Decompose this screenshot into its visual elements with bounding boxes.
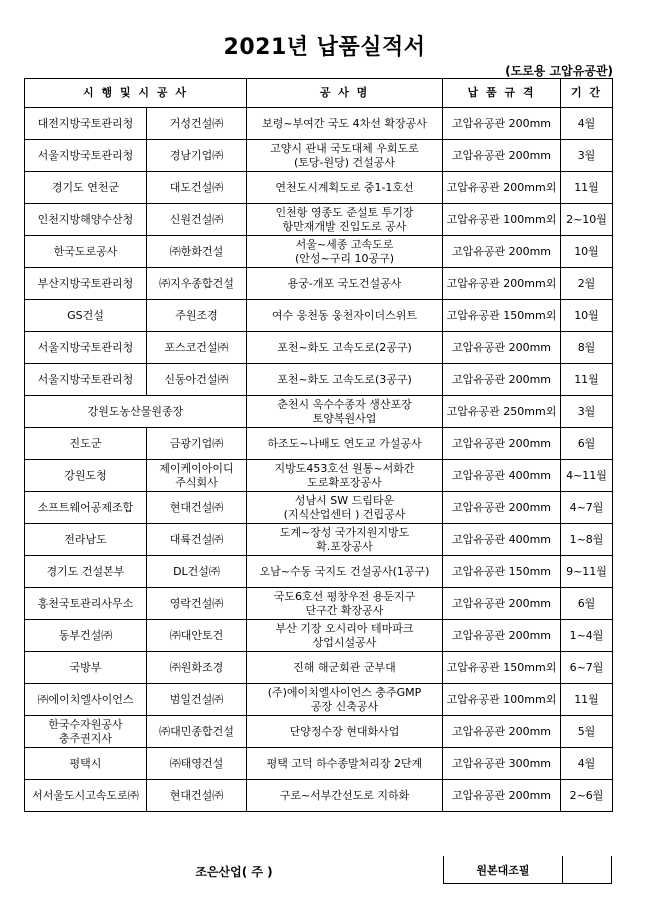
table-row bbox=[25, 460, 613, 492]
cell-period: 3월 bbox=[561, 396, 613, 428]
cell-period: 6월 bbox=[561, 588, 613, 620]
table-row bbox=[25, 140, 613, 172]
cell-spec: 고압유공관 200mm bbox=[443, 428, 561, 460]
cell-contractor: ㈜지우종합건설 bbox=[147, 268, 247, 300]
cell-spec: 고압유공관 200mm bbox=[443, 620, 561, 652]
cell-client: 국방부 bbox=[25, 652, 147, 684]
table-row bbox=[25, 524, 613, 556]
cell-contractor: 거성건설㈜ bbox=[147, 108, 247, 140]
cell-period: 4~7월 bbox=[561, 492, 613, 524]
table-row bbox=[25, 780, 613, 812]
cell-client: 서울지방국토관리청 bbox=[25, 332, 147, 364]
cell-period: 2월 bbox=[561, 268, 613, 300]
cell-client: ㈜에이치엘사이언스 bbox=[25, 684, 147, 716]
cell-project: 연천도시계획도로 중1-1호선 bbox=[247, 172, 443, 204]
cell-period: 6월 bbox=[561, 428, 613, 460]
cell-contractor: 현대건설㈜ bbox=[147, 780, 247, 812]
cell-spec: 고압유공관 200mm bbox=[443, 780, 561, 812]
table-row bbox=[25, 620, 613, 652]
cell-client: 소프트웨어공제조합 bbox=[25, 492, 147, 524]
cell-contractor: ㈜태영건설 bbox=[147, 748, 247, 780]
cell-contractor: 경남기업㈜ bbox=[147, 140, 247, 172]
cell-spec: 고압유공관 100mm외 bbox=[443, 204, 561, 236]
cell-contractor: 영락건설㈜ bbox=[147, 588, 247, 620]
cell-client: 홍천국토관리사무소 bbox=[25, 588, 147, 620]
cell-project: 도계~장성 국가지원지방도 확.포장공사 bbox=[247, 524, 443, 556]
header-project: 공 사 명 bbox=[247, 79, 443, 108]
cell-contractor: 대도건설㈜ bbox=[147, 172, 247, 204]
table-row bbox=[25, 108, 613, 140]
cell-client: 평택시 bbox=[25, 748, 147, 780]
cell-spec: 고압유공관 150mm bbox=[443, 556, 561, 588]
cell-contractor: 현대건설㈜ bbox=[147, 492, 247, 524]
cell-spec: 고압유공관 400mm bbox=[443, 524, 561, 556]
cell-project: 고양시 관내 국도대체 우회도로 (토당-원당) 건설공사 bbox=[247, 140, 443, 172]
cell-project: 서울~세종 고속도로 (안성~구리 10공구) bbox=[247, 236, 443, 268]
cell-project: 구로~서부간선도로 지하화 bbox=[247, 780, 443, 812]
table-row bbox=[25, 492, 613, 524]
cell-project: 지방도453호선 원통~서화간 도로확포장공사 bbox=[247, 460, 443, 492]
cell-spec: 고압유공관 300mm bbox=[443, 748, 561, 780]
cell-client: 부산지방국토관리청 bbox=[25, 268, 147, 300]
cell-contractor: ㈜대안토건 bbox=[147, 620, 247, 652]
table-row bbox=[25, 332, 613, 364]
cell-spec: 고압유공관 200mm bbox=[443, 140, 561, 172]
table-row bbox=[25, 684, 613, 716]
table-row bbox=[25, 396, 613, 428]
cell-spec: 고압유공관 200mm외 bbox=[443, 268, 561, 300]
cell-spec: 고압유공관 200mm bbox=[443, 108, 561, 140]
cell-period: 11월 bbox=[561, 172, 613, 204]
footer-company-name: 조은산업( 주 ) bbox=[195, 865, 273, 879]
cell-project: 여수 웅천동 웅천자이더스위트 bbox=[247, 300, 443, 332]
delivery-records-table bbox=[24, 78, 613, 812]
header-spec: 납 품 규 격 bbox=[443, 79, 561, 108]
cell-period: 4월 bbox=[561, 108, 613, 140]
cell-spec: 고압유공관 200mm bbox=[443, 332, 561, 364]
cell-client: 전라남도 bbox=[25, 524, 147, 556]
cell-spec: 고압유공관 200mm bbox=[443, 492, 561, 524]
cell-spec: 고압유공관 400mm bbox=[443, 460, 561, 492]
cell-period: 9~11월 bbox=[561, 556, 613, 588]
document-subtitle: (도로용 고압유공관) bbox=[505, 64, 613, 78]
cell-contractor: 신동아건설㈜ bbox=[147, 364, 247, 396]
cell-period: 3월 bbox=[561, 140, 613, 172]
cell-client: 경기도 건설본부 bbox=[25, 556, 147, 588]
header-client-contractor: 시 행 및 시 공 사 bbox=[25, 79, 247, 108]
cell-spec: 고압유공관 100mm외 bbox=[443, 684, 561, 716]
cell-project: 용궁-개포 국도건설공사 bbox=[247, 268, 443, 300]
cell-period: 10월 bbox=[561, 300, 613, 332]
table-row bbox=[25, 652, 613, 684]
cell-contractor: ㈜대민종합건설 bbox=[147, 716, 247, 748]
cell-spec: 고압유공관 250mm외 bbox=[443, 396, 561, 428]
cell-period: 1~4월 bbox=[561, 620, 613, 652]
table-row bbox=[25, 268, 613, 300]
certification-stamp-area bbox=[563, 856, 611, 883]
table-row bbox=[25, 748, 613, 780]
cell-period: 5월 bbox=[561, 716, 613, 748]
cell-period: 1~8월 bbox=[561, 524, 613, 556]
cell-spec: 고압유공관 150mm외 bbox=[443, 652, 561, 684]
cell-client: 한국도로공사 bbox=[25, 236, 147, 268]
cell-period: 4~11월 bbox=[561, 460, 613, 492]
table-row bbox=[25, 364, 613, 396]
cell-project: 평택 고덕 하수종말처리장 2단계 bbox=[247, 748, 443, 780]
cell-client: 경기도 연천군 bbox=[25, 172, 147, 204]
cell-project: 포천~화도 고속도로(2공구) bbox=[247, 332, 443, 364]
cell-contractor: 범일건설㈜ bbox=[147, 684, 247, 716]
cell-project: 하조도~나배도 연도교 가설공사 bbox=[247, 428, 443, 460]
table-row bbox=[25, 300, 613, 332]
cell-spec: 고압유공관 200mm bbox=[443, 716, 561, 748]
cell-project: 인천항 영종도 준설토 투기장 항만재개발 진입도로 공사 bbox=[247, 204, 443, 236]
table-row bbox=[25, 172, 613, 204]
table-row bbox=[25, 716, 613, 748]
cell-client: GS건설 bbox=[25, 300, 147, 332]
document-title: 2021년 납품실적서 bbox=[223, 35, 426, 60]
cell-contractor: 주원조경 bbox=[147, 300, 247, 332]
cell-project: (주)에이치엘사이언스 충주GMP 공장 신축공사 bbox=[247, 684, 443, 716]
cell-client: 진도군 bbox=[25, 428, 147, 460]
cell-contractor: 금광기업㈜ bbox=[147, 428, 247, 460]
cell-project: 단양정수장 현대화사업 bbox=[247, 716, 443, 748]
table-row bbox=[25, 204, 613, 236]
header-period: 기 간 bbox=[561, 79, 613, 108]
cell-project: 보령~부여간 국도 4차선 확장공사 bbox=[247, 108, 443, 140]
cell-contractor: ㈜한화건설 bbox=[147, 236, 247, 268]
table-header-row bbox=[25, 79, 613, 108]
cell-period: 2~10월 bbox=[561, 204, 613, 236]
certification-box bbox=[443, 856, 612, 884]
table-row bbox=[25, 428, 613, 460]
cell-client: 서울지방국토관리청 bbox=[25, 364, 147, 396]
cell-client: 대전지방국토관리청 bbox=[25, 108, 147, 140]
cell-period: 6~7월 bbox=[561, 652, 613, 684]
cell-period: 4월 bbox=[561, 748, 613, 780]
cell-spec: 고압유공관 200mm bbox=[443, 364, 561, 396]
cell-client: 강원도농산물원종장 bbox=[25, 396, 247, 428]
cell-spec: 고압유공관 200mm bbox=[443, 236, 561, 268]
cell-client: 서서울도시고속도로㈜ bbox=[25, 780, 147, 812]
cell-client: 강원도청 bbox=[25, 460, 147, 492]
cell-client: 동부건설㈜ bbox=[25, 620, 147, 652]
table-row bbox=[25, 236, 613, 268]
cell-project: 포천~화도 고속도로(3공구) bbox=[247, 364, 443, 396]
cell-period: 2~6월 bbox=[561, 780, 613, 812]
certification-label: 원본대조필 bbox=[444, 856, 563, 883]
cell-contractor: 포스코건설㈜ bbox=[147, 332, 247, 364]
cell-project: 성남시 SW 드림타운 (지식산업센터 ) 건립공사 bbox=[247, 492, 443, 524]
table-row bbox=[25, 588, 613, 620]
cell-period: 10월 bbox=[561, 236, 613, 268]
cell-contractor: 신원건설㈜ bbox=[147, 204, 247, 236]
cell-client: 한국수자원공사 충주권지사 bbox=[25, 716, 147, 748]
cell-project: 진해 해군회관 군부대 bbox=[247, 652, 443, 684]
cell-contractor: 대륙건설㈜ bbox=[147, 524, 247, 556]
cell-period: 8월 bbox=[561, 332, 613, 364]
cell-period: 11월 bbox=[561, 364, 613, 396]
cell-spec: 고압유공관 150mm외 bbox=[443, 300, 561, 332]
cell-period: 11월 bbox=[561, 684, 613, 716]
cell-project: 춘천시 옥수수종자 생산포장 토양복원사업 bbox=[247, 396, 443, 428]
cell-contractor: DL건설㈜ bbox=[147, 556, 247, 588]
cell-client: 인천지방해양수산청 bbox=[25, 204, 147, 236]
cell-client: 서울지방국토관리청 bbox=[25, 140, 147, 172]
cell-spec: 고압유공관 200mm외 bbox=[443, 172, 561, 204]
cell-contractor: ㈜원화조경 bbox=[147, 652, 247, 684]
cell-project: 오남~수동 국지도 건설공사(1공구) bbox=[247, 556, 443, 588]
table-body bbox=[25, 108, 613, 812]
cell-contractor: 제이케이아이디 주식회사 bbox=[147, 460, 247, 492]
cell-spec: 고압유공관 200mm bbox=[443, 588, 561, 620]
cell-project: 부산 기장 오시리아 테마파크 상업시설공사 bbox=[247, 620, 443, 652]
table-row bbox=[25, 556, 613, 588]
cell-project: 국도6호선 평창우전 용둔지구 단구간 확장공사 bbox=[247, 588, 443, 620]
